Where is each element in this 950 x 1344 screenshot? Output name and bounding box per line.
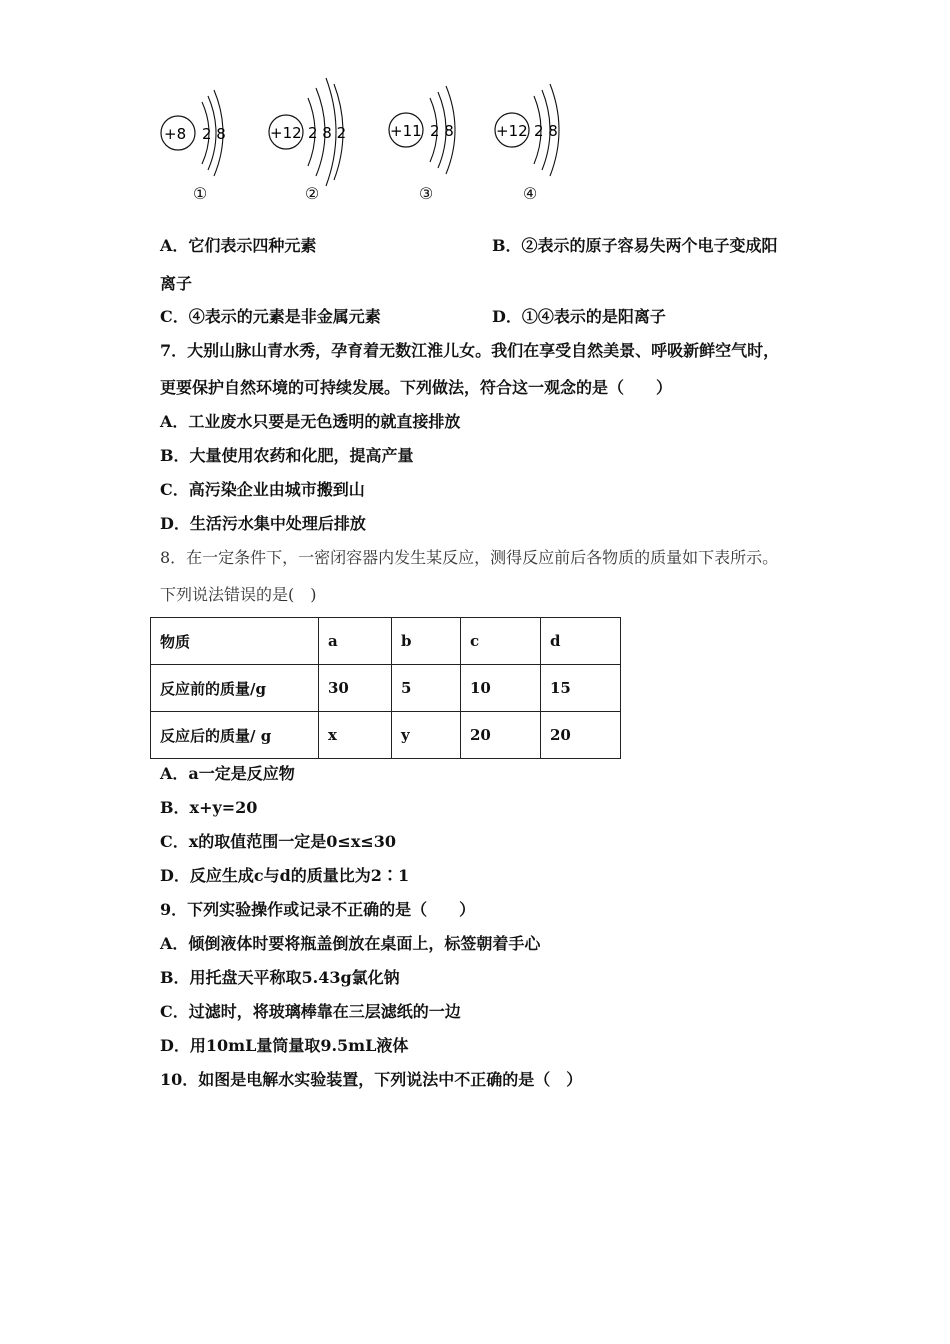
q9-option-a: A．倾倒液体时要将瓶盖倒放在桌面上，标签朝着手心 xyxy=(160,934,541,953)
q8-option-b: B．x+y=20 xyxy=(160,798,258,817)
atom-nucleus-label: +11 xyxy=(390,122,422,140)
q7-stem-line2: 更要保护自然环境的可持续发展。下列做法，符合这一观念的是（ ） xyxy=(160,378,673,397)
atom-index-label: ② xyxy=(304,184,320,203)
atom-index-label: ① xyxy=(192,184,208,203)
table-cell: 10 xyxy=(461,665,541,712)
table-cell: 20 xyxy=(541,712,621,759)
atom-nucleus-label: +8 xyxy=(164,125,187,143)
table-header-cell: d xyxy=(541,618,621,665)
table-cell: y xyxy=(392,712,461,759)
atom-4-drawing xyxy=(490,70,600,180)
q6-option-c: C．④表示的元素是非金属元素 xyxy=(160,307,381,326)
q8-option-d: D．反应生成c与d的质量比为2∶1 xyxy=(160,866,410,885)
q6-option-a: A．它们表示四种元素 xyxy=(160,236,317,255)
table-header-row xyxy=(151,618,621,665)
table-header-cell: b xyxy=(392,618,461,665)
table-header-cell: a xyxy=(319,618,392,665)
q7-option-d: D．生活污水集中处理后排放 xyxy=(160,514,366,533)
q7-option-a: A．工业废水只要是无色透明的就直接排放 xyxy=(160,412,461,431)
atom-diagram-1 xyxy=(150,70,260,210)
table-row xyxy=(151,665,621,712)
atom-shell-electrons: 2 8 xyxy=(430,122,454,140)
atom-index-label: ④ xyxy=(522,184,538,203)
atom-3-drawing xyxy=(384,70,494,180)
q9-option-d: D．用10mL量筒量取9.5mL液体 xyxy=(160,1036,409,1055)
q8-stem-line2: 下列说法错误的是( ) xyxy=(160,585,317,604)
q7-option-c: C．高污染企业由城市搬到山 xyxy=(160,480,365,499)
table-cell: 反应前的质量/g xyxy=(151,665,319,712)
table-cell: 5 xyxy=(392,665,461,712)
atom-diagram-2 xyxy=(262,70,372,210)
atom-shell-electrons: 2 8 xyxy=(202,125,226,143)
atom-1-drawing xyxy=(150,70,260,180)
atom-shell-electrons: 2 8 2 xyxy=(308,124,347,142)
table-cell: 反应后的质量/ g xyxy=(151,712,319,759)
atom-structure-diagrams xyxy=(150,70,620,210)
table-cell: 15 xyxy=(541,665,621,712)
atom-diagram-4 xyxy=(490,70,600,210)
table-cell: 30 xyxy=(319,665,392,712)
table-header-cell: c xyxy=(461,618,541,665)
q8-option-a: A．a一定是反应物 xyxy=(160,764,295,783)
q7-option-b: B．大量使用农药和化肥，提高产量 xyxy=(160,446,414,465)
atom-index-label: ③ xyxy=(418,184,434,203)
q6-option-b: B．②表示的原子容易失两个电子变成阳 xyxy=(492,236,778,255)
q8-option-c: C．x的取值范围一定是0≤x≤30 xyxy=(160,832,397,851)
q9-option-c: C．过滤时，将玻璃棒靠在三层滤纸的一边 xyxy=(160,1002,461,1021)
atom-nucleus-label: +12 xyxy=(270,124,302,142)
q10-stem: 10．如图是电解水实验装置，下列说法中不正确的是（ ） xyxy=(160,1070,583,1089)
q6-option-b-continued: 离子 xyxy=(160,274,193,293)
table-row xyxy=(151,712,621,759)
q9-option-b: B．用托盘天平称取5.43g氯化钠 xyxy=(160,968,400,987)
q7-stem-line1: 7．大别山脉山青水秀，孕育着无数江淮儿女。我们在享受自然美景、呼吸新鲜空气时， xyxy=(160,341,780,360)
atom-diagram-3 xyxy=(384,70,494,210)
atom-shell-electrons: 2 8 xyxy=(534,122,558,140)
q9-stem: 9．下列实验操作或记录不正确的是（ ） xyxy=(160,900,476,919)
table-header-cell: 物质 xyxy=(151,618,319,665)
atom-2-drawing xyxy=(262,70,372,180)
table-cell: 20 xyxy=(461,712,541,759)
q6-option-d: D．①④表示的是阳离子 xyxy=(492,307,666,326)
table-cell: x xyxy=(319,712,392,759)
q8-stem-line1: 8．在一定条件下，一密闭容器内发生某反应，测得反应前后各物质的质量如下表所示。 xyxy=(160,548,779,567)
atom-nucleus-label: +12 xyxy=(496,122,528,140)
mass-table xyxy=(150,617,621,759)
